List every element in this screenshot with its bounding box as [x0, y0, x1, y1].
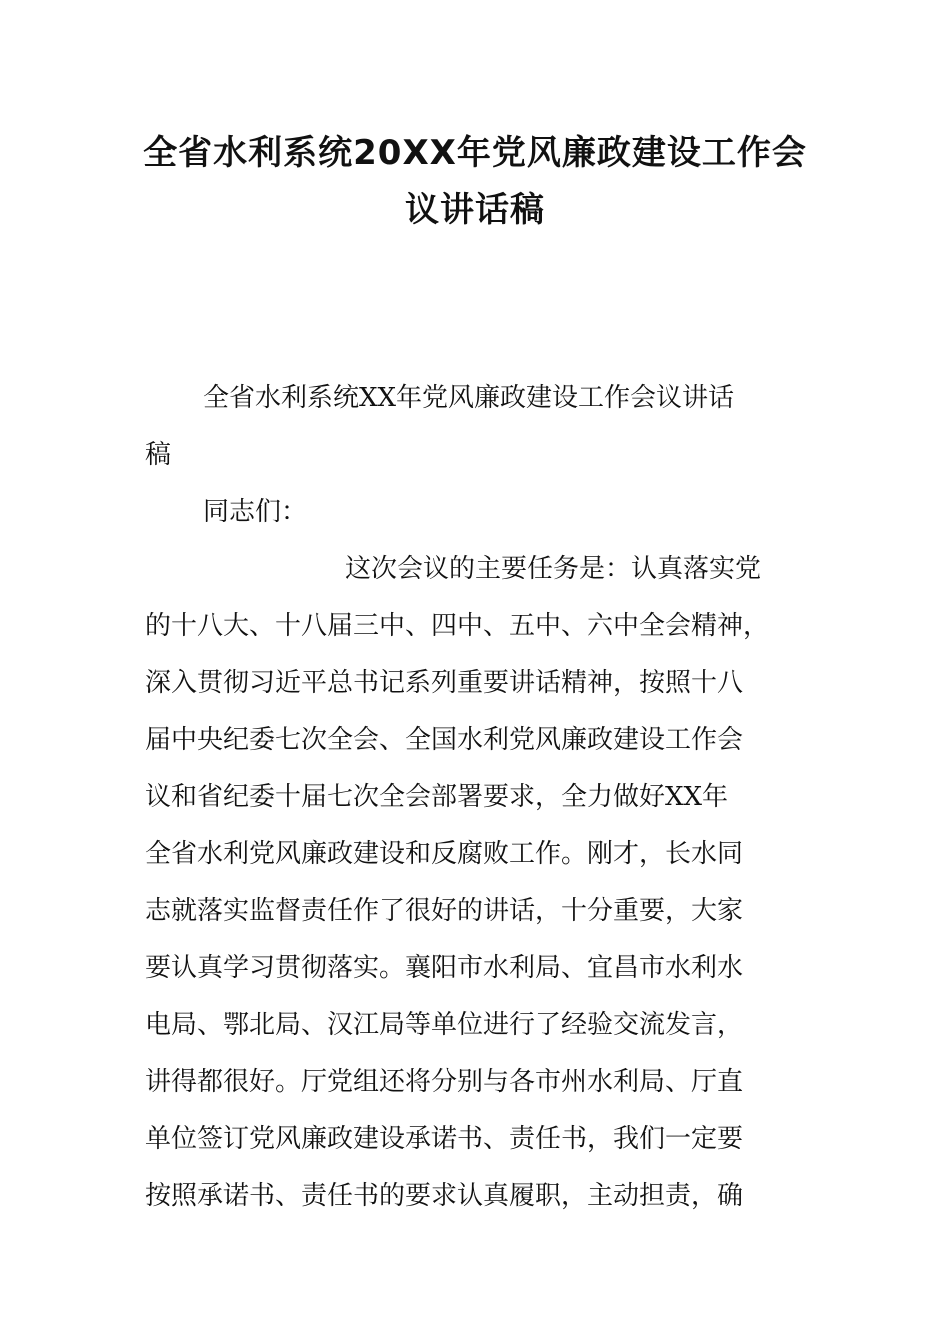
- title-line-1: 全省水利系统20XX年党风廉政建设工作会: [143, 133, 807, 173]
- paragraph-line: 全省水利党风廉政建设和反腐败工作。刚才，长水同: [145, 839, 744, 869]
- paragraph-line: 按照承诺书、责任书的要求认真履职，主动担责，确: [145, 1181, 744, 1211]
- subtitle-line-1: 全省水利系统XX年党风廉政建设工作会议讲话: [203, 383, 735, 413]
- salutation: 同志们：: [203, 497, 308, 527]
- subtitle-line-2: 稿: [145, 440, 172, 470]
- paragraph-line: 的十八大、十八届三中、四中、五中、六中全会精神，: [145, 611, 770, 641]
- document-body: [145, 370, 810, 1225]
- paragraph-line: 电局、鄂北局、汉江局等单位进行了经验交流发言，: [145, 1010, 744, 1040]
- paragraph-line: 要认真学习贯彻落实。襄阳市水利局、宜昌市水利水: [145, 953, 744, 983]
- paragraph-line: 讲得都很好。厅党组还将分别与各市州水利局、厅直: [145, 1067, 744, 1097]
- document-title: [120, 125, 830, 239]
- paragraph-line: 这次会议的主要任务是：认真落实党: [345, 554, 762, 584]
- paragraph-line: 志就落实监督责任作了很好的讲话，十分重要，大家: [145, 896, 744, 926]
- title-line-2: 议讲话稿: [405, 190, 545, 230]
- paragraph-line: 议和省纪委十届七次全会部署要求，全力做好XX年: [145, 782, 729, 812]
- paragraph-line: 单位签订党风廉政建设承诺书、责任书，我们一定要: [145, 1124, 744, 1154]
- paragraph-line: 深入贯彻习近平总书记系列重要讲话精神，按照十八: [145, 668, 744, 698]
- paragraph-line: 届中央纪委七次全会、全国水利党风廉政建设工作会: [145, 725, 744, 755]
